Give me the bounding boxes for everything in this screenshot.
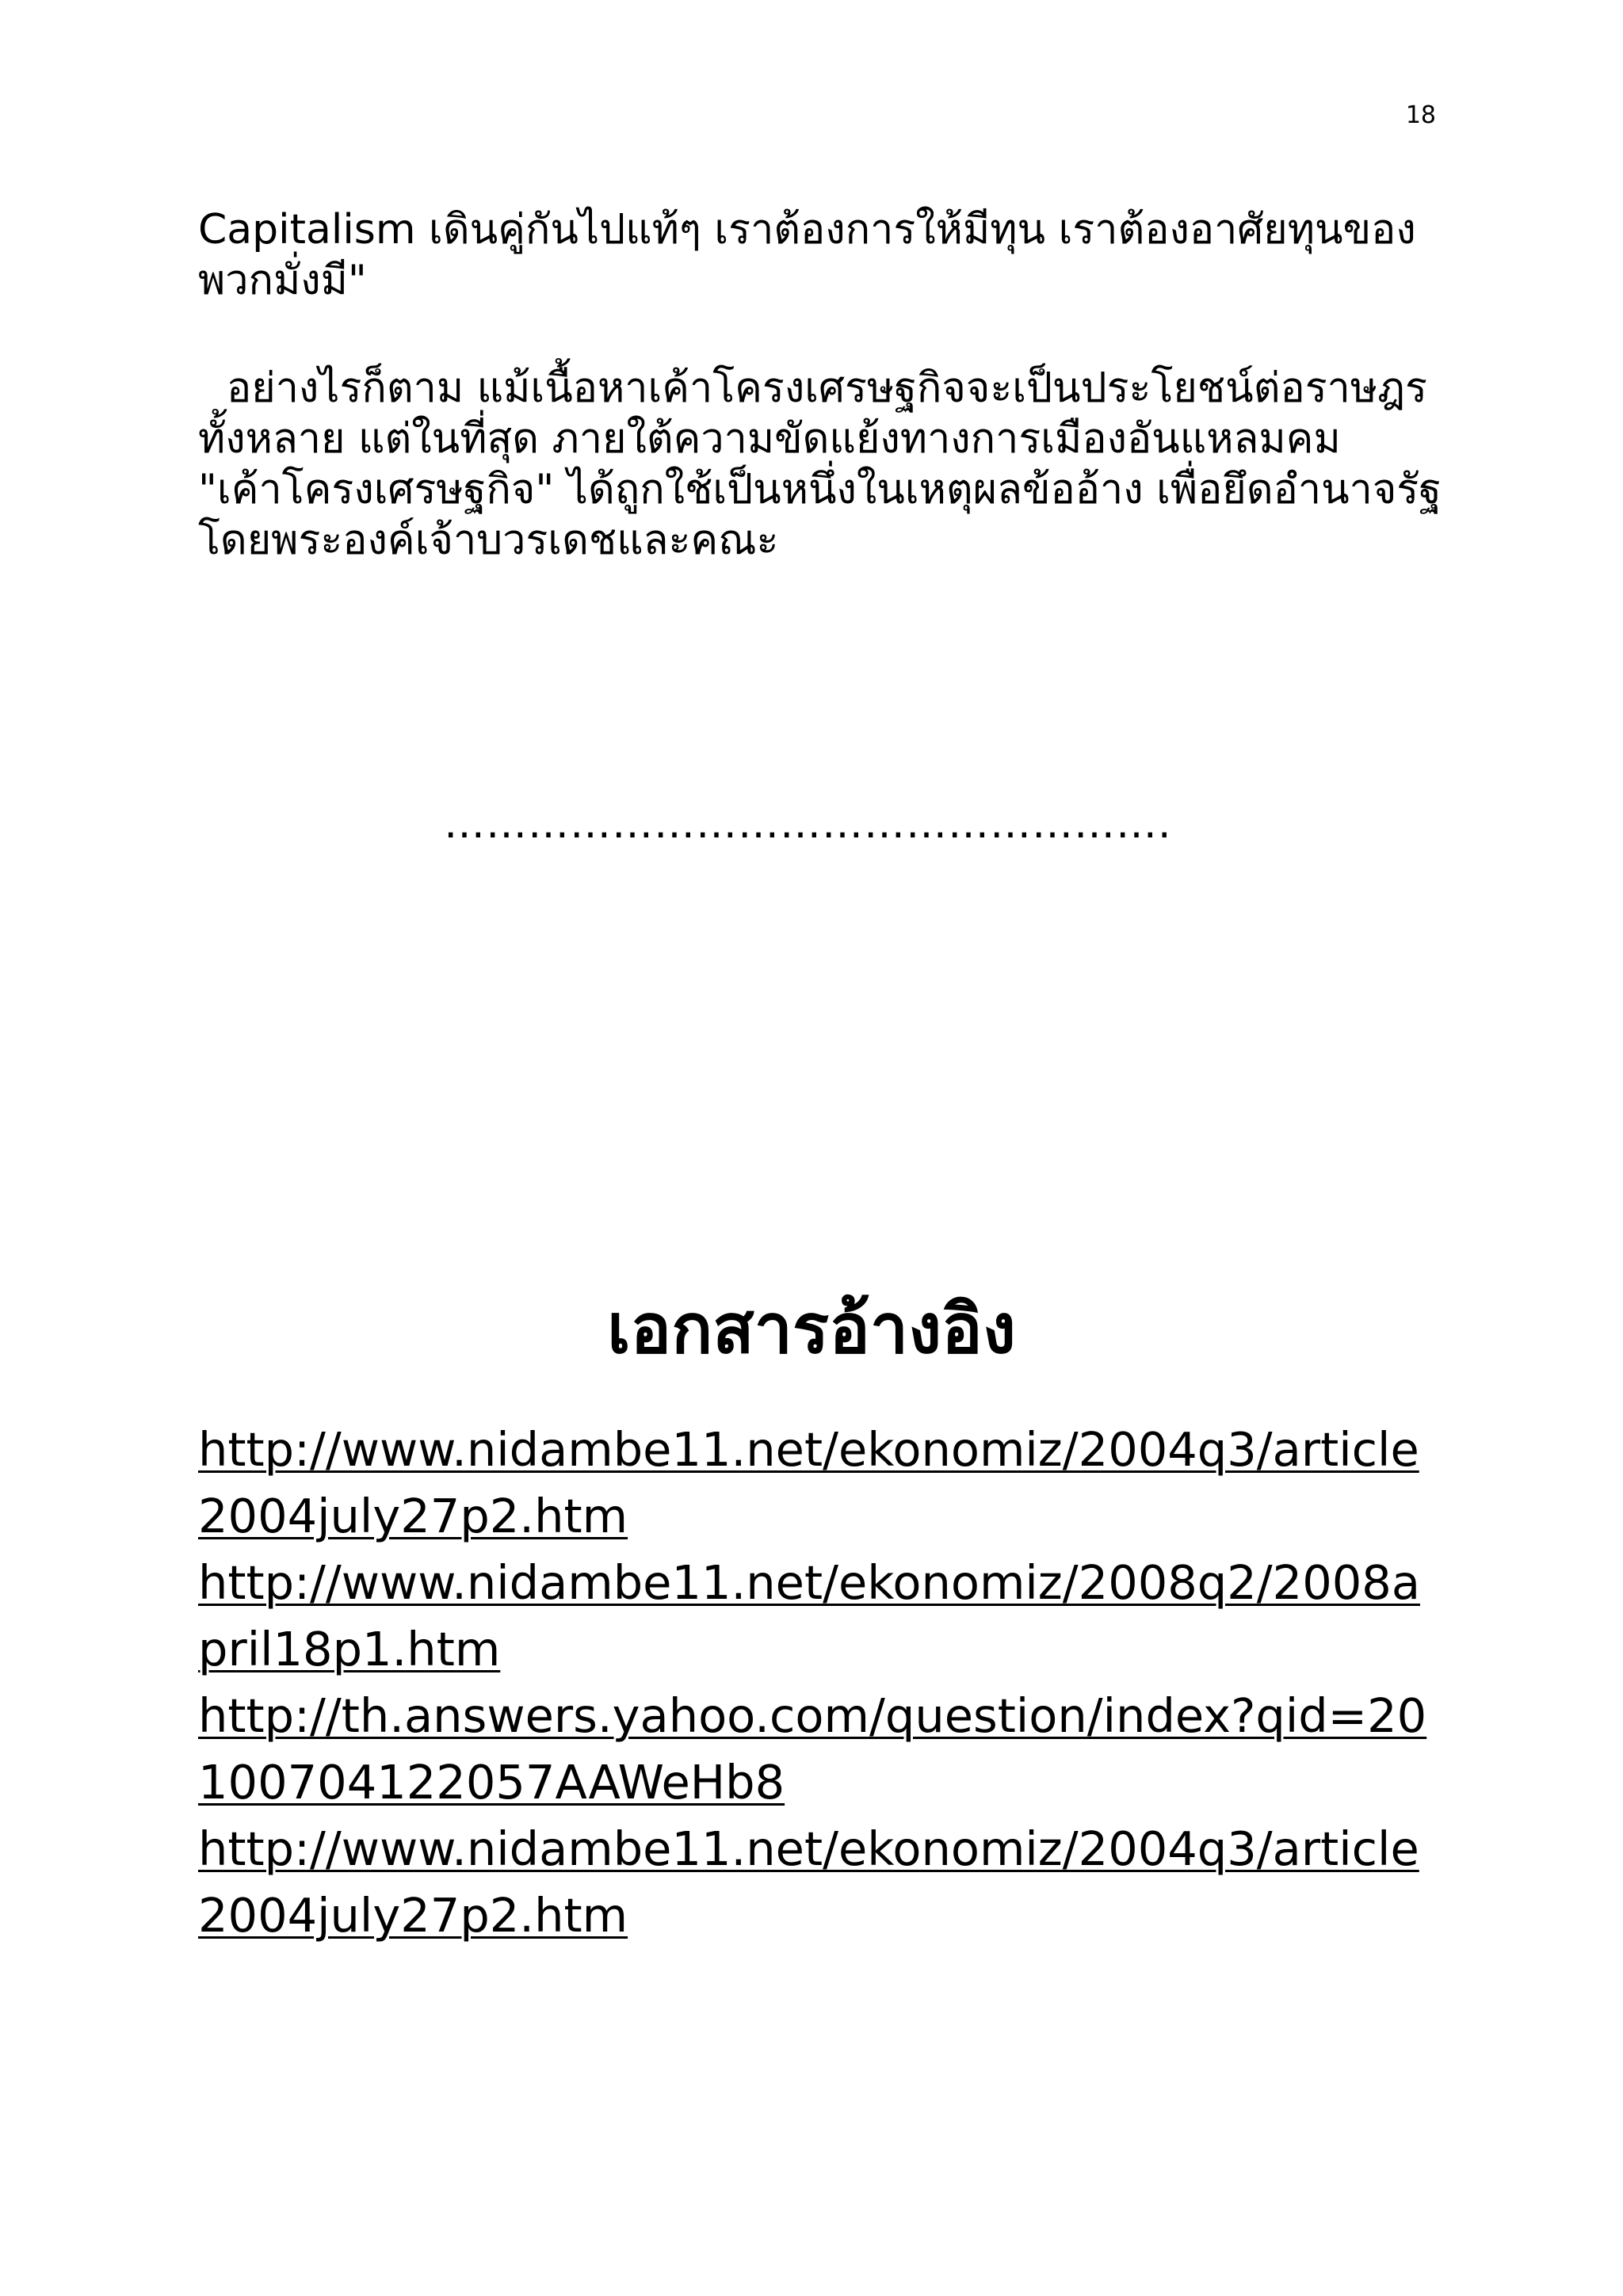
reference-item-1	[198, 1417, 1434, 1550]
reference-link-1[interactable]: http://www.nidambe11.net/ekonomiz/2004q3/article2004july27p2.htm	[198, 1422, 1419, 1543]
page-number: 18	[1405, 101, 1436, 129]
reference-item-4	[198, 1816, 1434, 1949]
references-list	[198, 1417, 1434, 1949]
reference-link-4[interactable]: http://www.nidambe11.net/ekonomiz/2004q3/article2004july27p2.htm	[198, 1821, 1419, 1943]
reference-item-3	[198, 1683, 1434, 1816]
references-heading: เอกสารอ้างอิง	[607, 1290, 1016, 1369]
body-paragraph-1: Capitalism เดินคู่กันไปแท้ๆ เราต้องการให้มีทุน เราต้องอาศัยทุนของพวกมั่งมี"	[198, 206, 1416, 304]
reference-link-2[interactable]: http://www.nidambe11.net/ekonomiz/2008q2/2008april18p1.htm	[198, 1555, 1420, 1676]
body-paragraph-2: อย่างไรก็ตาม แม้เนื้อหาเค้าโครงเศรษฐกิจจะเป็นประโยชน์ต่อราษฎรทั้งหลาย แต่ในที่สุด ภายใต้ความขัดแย้งทางการเมืองอันแหลมคม "เค้าโครงเศรษฐกิจ" ได้ถูกใช้เป็นหนึ่งในเหตุผลข้ออ้าง เพื่อยึดอำนาจรัฐ โดยพระองค์เจ้าบวรเดชและคณะ	[198, 364, 1442, 564]
reference-item-2	[198, 1550, 1434, 1683]
section-separator: …………………………………………….	[444, 800, 1172, 848]
reference-link-3[interactable]: http://th.answers.yahoo.com/question/index?qid=20100704122057AAWeHb8	[198, 1688, 1427, 1810]
